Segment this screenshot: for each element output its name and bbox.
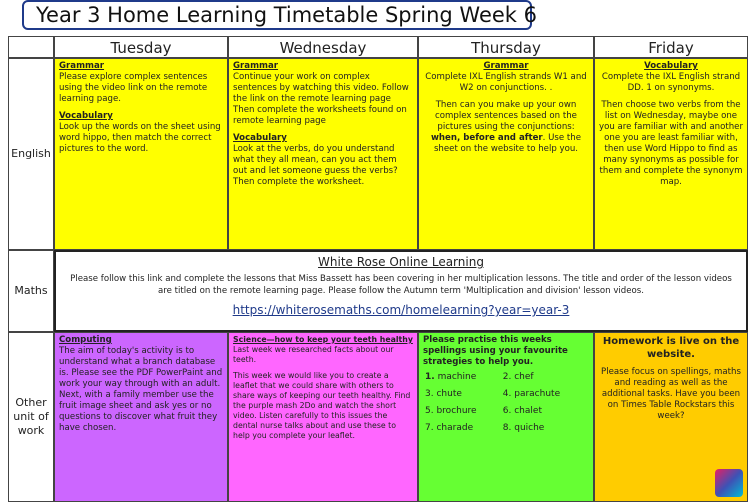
task-text: Please explore complex sentences using the video link on the remote learning page. (59, 72, 208, 104)
heading: Grammar (233, 61, 279, 71)
task-text: Continue your work on complex sentences by watching this video. Follow the link on the remote learning page Then complete the worksheets found on remote learning page (233, 72, 409, 126)
other-wednesday (228, 332, 418, 502)
spelling-word (503, 370, 587, 385)
task-text: Then choose two verbs from the list on Wednesday, maybe one you are familiar with and another one you are least familiar with, then use Word Hippo to find as many synonyms as possible for them and complete the synonym map. (599, 100, 743, 187)
number: 6. (502, 406, 512, 416)
task-text: Please focus on spellings, maths and reading as well as the additional tasks. Have you been on Times Table Rockstars this week? (601, 367, 741, 421)
number: 2. (502, 372, 512, 382)
conjunctions: when, before and after (430, 133, 543, 143)
heading: Vocabulary (59, 111, 113, 121)
other-tuesday (54, 332, 228, 502)
english-friday (594, 58, 748, 250)
english-wednesday (228, 58, 418, 250)
word: chef (514, 372, 534, 382)
word: charade (436, 423, 474, 433)
task-text: Look up the words on the sheet using word hippo, then match the correct pictures to the word. (59, 122, 221, 154)
word: chute (436, 389, 462, 399)
heading: Homework is live on the website. (602, 336, 740, 360)
times-table-rockstars-logo (715, 469, 743, 497)
task-text: Complete IXL English strands W1 and W2 on conjunctions. . (425, 72, 587, 93)
heading: Computing (59, 335, 112, 345)
maths-text: Please follow this link and complete the lessons that Miss Bassett has been covering in her multiplication lessons. The title and order of the lesson videos are titled on the remote learning page. Please follow the Autumn term 'Multiplication and division' lesson videos. (70, 274, 732, 296)
other-friday (594, 332, 748, 502)
task-text (423, 100, 589, 155)
spelling-word (503, 421, 587, 436)
page-title: Year 3 Home Learning Timetable Spring Week 6 (36, 3, 537, 27)
task-text: This week we would like you to create a leaflet that we could share with others to share ways of keeping our teeth healthy. Find the purple mash 2Do and watch the short video. Listen carefully to this issues the dental nurse talks about and use these to help you complete your leaflet. (233, 371, 411, 440)
row-label-maths: Maths (8, 250, 54, 332)
heading: Grammar (59, 61, 105, 71)
word: chalet (514, 406, 542, 416)
number: 4. (502, 389, 512, 399)
task-text: Last week we researched facts about our teeth. (233, 345, 394, 364)
task-text-part: Then can you make up your own complex sentences based on the pictures using the conjunctions: (435, 100, 577, 132)
day-header-wednesday: Wednesday (228, 36, 418, 58)
other-thursday (418, 332, 594, 502)
heading: Please practise this weeks spellings using your favourite strategies to help you. (423, 335, 568, 367)
heading: Science—how to keep your teeth healthy (233, 335, 413, 344)
maths-title: White Rose Online Learning (318, 255, 484, 269)
row-label-english: English (8, 58, 54, 250)
english-thursday (418, 58, 594, 250)
task-text: Look at the verbs, do you understand what they all mean, can you act them out and let someone guess the verbs? Then complete the worksheet. (233, 144, 398, 187)
number: 1. (425, 372, 435, 382)
number: 3. (425, 389, 434, 399)
spelling-list (423, 368, 589, 438)
day-header-friday: Friday (594, 36, 748, 58)
word: quiche (514, 423, 545, 433)
english-tuesday (54, 58, 228, 250)
number: 7. (425, 423, 434, 433)
heading: Grammar (483, 61, 529, 71)
heading: Vocabulary (233, 133, 287, 143)
spelling-word (425, 421, 501, 436)
title-box (22, 0, 537, 30)
number: 5. (425, 406, 434, 416)
heading: Vocabulary (644, 61, 698, 71)
row-label-other: Other unit of work (8, 332, 54, 502)
spelling-word (503, 387, 587, 402)
task-text-part: . Use the sheet on the website to help you. (433, 133, 582, 154)
word: brochure (436, 406, 477, 416)
word: parachute (514, 389, 561, 399)
white-rose-link[interactable]: https://whiterosemaths.com/homelearning?year=year-3 (232, 303, 570, 317)
day-header-thursday: Thursday (418, 36, 594, 58)
corner-cell (8, 36, 54, 58)
word: machine (437, 372, 477, 382)
spelling-word (425, 370, 501, 385)
number: 8. (502, 423, 512, 433)
spelling-word (503, 404, 587, 419)
task-text: The aim of today's activity is to understand what a branch database is. Please see the PDF PowerPaint and work your way through with an adult. Next, with a family member use the fruit image sheet and ask yes or no questions to discover what fruit they have chosen. (59, 346, 223, 433)
spelling-word (425, 404, 501, 419)
day-header-tuesday: Tuesday (54, 36, 228, 58)
maths-box (54, 250, 748, 332)
task-text: Complete the IXL English strand DD. 1 on synonyms. (601, 72, 741, 93)
spelling-word (425, 387, 501, 402)
